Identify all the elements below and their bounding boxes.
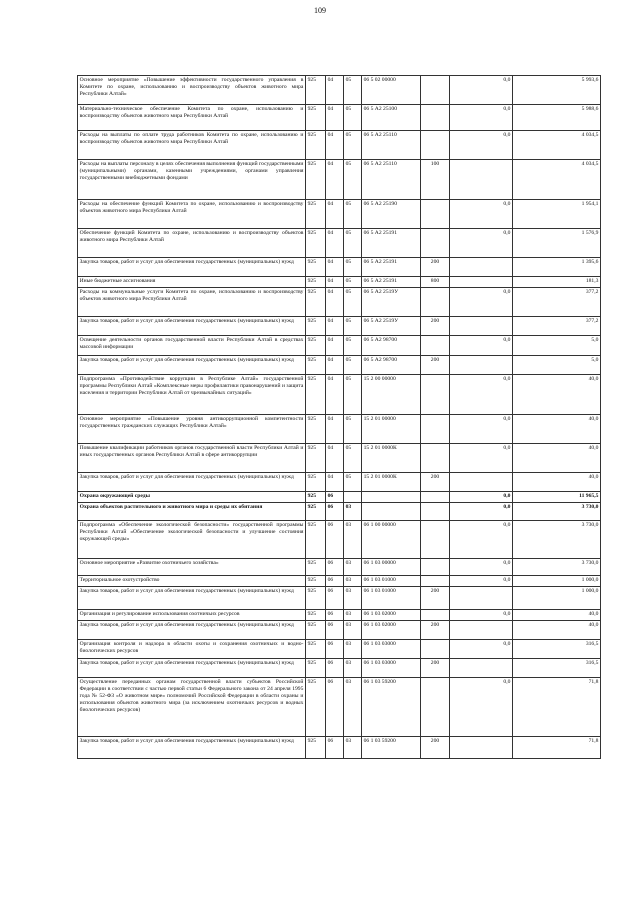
row-podrazdel: 03 <box>344 640 362 659</box>
row-amount-1 <box>450 621 513 640</box>
row-amount-2: 3 730,0 <box>513 559 601 576</box>
row-amount-1: 0,0 <box>450 131 513 160</box>
table-row <box>78 559 601 576</box>
row-podrazdel: 05 <box>344 131 362 160</box>
row-target-article <box>362 492 421 503</box>
row-podrazdel: 03 <box>344 678 362 737</box>
row-podrazdel: 05 <box>344 277 362 288</box>
row-amount-2: 40,0 <box>513 610 601 621</box>
row-name: Территориальное охотустройство <box>78 576 306 587</box>
row-razdel: 04 <box>326 415 344 444</box>
row-target-article: 06 5 А2 25110 <box>362 131 421 160</box>
row-podrazdel: 05 <box>344 473 362 492</box>
row-podrazdel: 05 <box>344 200 362 229</box>
row-target-article: 06 5 А2 25191 <box>362 258 421 277</box>
row-name: Охрана окружающей среды <box>78 492 306 503</box>
table-row <box>78 587 601 610</box>
row-amount-2: 1 576,9 <box>513 229 601 258</box>
row-grbs: 925 <box>306 288 326 317</box>
row-grbs: 925 <box>306 521 326 559</box>
row-expense-type: 200 <box>421 621 450 640</box>
table-row <box>78 105 601 131</box>
row-name: Закупка товаров, работ и услуг для обеспечения государственных (муниципальных) нужд <box>78 258 306 277</box>
row-expense-type <box>421 640 450 659</box>
row-razdel: 04 <box>326 473 344 492</box>
table-row <box>78 659 601 678</box>
row-expense-type <box>421 492 450 503</box>
row-target-article: 06 5 А2 25191 <box>362 277 421 288</box>
row-grbs: 925 <box>306 678 326 737</box>
row-podrazdel: 03 <box>344 621 362 640</box>
table-row <box>78 160 601 200</box>
row-grbs: 925 <box>306 576 326 587</box>
row-podrazdel: 05 <box>344 444 362 473</box>
row-amount-1 <box>450 277 513 288</box>
row-amount-1: 0,0 <box>450 444 513 473</box>
table-row <box>78 375 601 415</box>
row-grbs: 925 <box>306 131 326 160</box>
row-grbs: 925 <box>306 105 326 131</box>
row-name: Материально-техническое обеспечение Комитета по охране, использованию и воспроизводству объектов животного мира Республики Алтай <box>78 105 306 131</box>
row-amount-1 <box>450 473 513 492</box>
row-razdel: 04 <box>326 131 344 160</box>
row-expense-type: 200 <box>421 317 450 336</box>
table-row <box>78 317 601 336</box>
row-name: Расходы на выплаты по оплате труда работников Комитета по охране, использованию и воспроизводству объектов животного мира Республики Алтай <box>78 131 306 160</box>
row-amount-2: 11 965,5 <box>513 492 601 503</box>
row-podrazdel: 03 <box>344 610 362 621</box>
row-name: Расходы на выплаты персоналу в целях обеспечения выполнения функций государственными (муниципальными) органами, казенными учреждениями, органами управления государственными внебюджетными фондами <box>78 160 306 200</box>
row-podrazdel: 05 <box>344 258 362 277</box>
row-target-article: 06 1 03 00000 <box>362 559 421 576</box>
row-name: Обеспечение функций Комитета по охране, использованию и воспроизводству объектов животного мира Республики Алтай <box>78 229 306 258</box>
row-target-article: 06 5 А2 98700 <box>362 356 421 375</box>
row-grbs: 925 <box>306 444 326 473</box>
row-expense-type <box>421 521 450 559</box>
row-target-article: 15 2 00 00000 <box>362 375 421 415</box>
row-amount-2: 40,0 <box>513 444 601 473</box>
row-grbs: 925 <box>306 229 326 258</box>
row-razdel: 04 <box>326 317 344 336</box>
row-grbs: 925 <box>306 258 326 277</box>
row-grbs: 925 <box>306 160 326 200</box>
row-amount-1: 0,0 <box>450 610 513 621</box>
row-name: Иные бюджетные ассигнования <box>78 277 306 288</box>
table-row <box>78 277 601 288</box>
row-grbs: 925 <box>306 587 326 610</box>
row-expense-type <box>421 444 450 473</box>
table-row <box>78 336 601 356</box>
row-target-article: 06 5 А2 98700 <box>362 336 421 356</box>
row-amount-1: 0,0 <box>450 200 513 229</box>
row-amount-2: 181,3 <box>513 277 601 288</box>
budget-table <box>77 75 601 759</box>
row-expense-type: 200 <box>421 473 450 492</box>
row-target-article: 06 1 03 02000 <box>362 621 421 640</box>
row-target-article: 06 5 02 00000 <box>362 76 421 105</box>
row-amount-2: 316,5 <box>513 640 601 659</box>
row-amount-1: 0,0 <box>450 288 513 317</box>
row-amount-1: 0,0 <box>450 559 513 576</box>
table-row <box>78 229 601 258</box>
row-expense-type: 200 <box>421 587 450 610</box>
row-grbs: 925 <box>306 375 326 415</box>
row-amount-2: 5,0 <box>513 356 601 375</box>
table-row <box>78 503 601 521</box>
row-expense-type <box>421 336 450 356</box>
row-target-article: 15 2 01 0000К <box>362 473 421 492</box>
row-amount-2: 316,5 <box>513 659 601 678</box>
row-podrazdel: 05 <box>344 317 362 336</box>
row-expense-type <box>421 678 450 737</box>
row-razdel: 06 <box>326 610 344 621</box>
row-amount-2: 71,8 <box>513 737 601 759</box>
row-expense-type <box>421 229 450 258</box>
row-amount-1: 0,0 <box>450 415 513 444</box>
row-name: Повышение квалификации работников органов государственной власти Республики Алтай и иных государственных органов Республики Алтай в сфере антикоррупции <box>78 444 306 473</box>
row-grbs: 925 <box>306 659 326 678</box>
row-target-article <box>362 503 421 521</box>
row-razdel: 04 <box>326 258 344 277</box>
table-row <box>78 444 601 473</box>
row-amount-2: 1 954,1 <box>513 200 601 229</box>
row-podrazdel: 03 <box>344 576 362 587</box>
row-target-article: 06 5 А2 25110 <box>362 160 421 200</box>
row-podrazdel: 05 <box>344 160 362 200</box>
row-podrazdel: 05 <box>344 288 362 317</box>
row-razdel: 06 <box>326 559 344 576</box>
row-name: Закупка товаров, работ и услуг для обеспечения государственных (муниципальных) нужд <box>78 473 306 492</box>
row-razdel: 04 <box>326 160 344 200</box>
row-amount-2: 5 993,6 <box>513 76 601 105</box>
row-amount-2: 71,8 <box>513 678 601 737</box>
table-row <box>78 610 601 621</box>
row-podrazdel: 05 <box>344 375 362 415</box>
row-expense-type <box>421 105 450 131</box>
row-name: Подпрограмма «Противодействие коррупции в Республике Алтай» государственной программы Республики Алтай «Комплексные меры профилактики правонарушений и защита населения и территории Республики Алтай от чрезвычайных ситуаций» <box>78 375 306 415</box>
row-podrazdel: 03 <box>344 659 362 678</box>
table-row <box>78 640 601 659</box>
row-expense-type: 800 <box>421 277 450 288</box>
row-amount-1: 0,0 <box>450 76 513 105</box>
row-target-article: 06 5 А2 25191 <box>362 229 421 258</box>
row-podrazdel: 03 <box>344 521 362 559</box>
table-row <box>78 678 601 737</box>
row-expense-type <box>421 559 450 576</box>
row-target-article: 06 1 03 01000 <box>362 576 421 587</box>
row-name: Закупка товаров, работ и услуг для обеспечения государственных (муниципальных) нужд <box>78 317 306 336</box>
row-name: Закупка товаров, работ и услуг для обеспечения государственных (муниципальных) нужд <box>78 356 306 375</box>
row-razdel: 04 <box>326 288 344 317</box>
row-grbs: 925 <box>306 473 326 492</box>
row-podrazdel: 05 <box>344 229 362 258</box>
row-name: Подпрограмма «Обеспечение экологической безопасности» государственной программы Республики Алтай «Обеспечение экологической безопасности и улучшение состояния окружающей среды» <box>78 521 306 559</box>
row-razdel: 06 <box>326 678 344 737</box>
row-amount-2: 4 034,5 <box>513 160 601 200</box>
row-grbs: 925 <box>306 277 326 288</box>
row-expense-type <box>421 610 450 621</box>
row-podrazdel: 03 <box>344 559 362 576</box>
row-podrazdel: 05 <box>344 105 362 131</box>
row-razdel: 04 <box>326 375 344 415</box>
row-target-article: 06 1 03 03000 <box>362 640 421 659</box>
row-name: Организация и регулирование использования охотничьих ресурсов <box>78 610 306 621</box>
row-amount-1: 0,0 <box>450 336 513 356</box>
table-body <box>78 76 601 759</box>
row-expense-type <box>421 375 450 415</box>
row-amount-2: 40,0 <box>513 473 601 492</box>
row-amount-1 <box>450 258 513 277</box>
row-podrazdel: 03 <box>344 737 362 759</box>
page-number: 109 <box>314 6 326 15</box>
row-grbs: 925 <box>306 503 326 521</box>
table-row <box>78 415 601 444</box>
row-amount-2: 3 730,0 <box>513 503 601 521</box>
row-expense-type <box>421 415 450 444</box>
row-amount-2: 40,0 <box>513 375 601 415</box>
row-name: Основное мероприятие «Повышение уровня антикоррупционной компетентности государственных гражданских служащих Республики Алтай» <box>78 415 306 444</box>
row-target-article: 06 5 А2 2519У <box>362 288 421 317</box>
row-target-article: 06 1 03 02000 <box>362 610 421 621</box>
row-target-article: 06 1 03 59200 <box>362 737 421 759</box>
row-target-article: 06 1 00 00000 <box>362 521 421 559</box>
row-target-article: 06 5 А2 2519У <box>362 317 421 336</box>
table-row <box>78 356 601 375</box>
row-grbs: 925 <box>306 317 326 336</box>
row-razdel: 04 <box>326 336 344 356</box>
row-razdel: 04 <box>326 229 344 258</box>
row-target-article: 06 1 03 03000 <box>362 659 421 678</box>
row-amount-1: 0,0 <box>450 678 513 737</box>
row-razdel: 04 <box>326 356 344 375</box>
table-row <box>78 576 601 587</box>
row-name: Освещение деятельности органов государственной власти Республики Алтай в средствах массовой информации <box>78 336 306 356</box>
row-razdel: 04 <box>326 76 344 105</box>
row-expense-type: 200 <box>421 737 450 759</box>
row-name: Основное мероприятие «Развитие охотничьего хозяйства» <box>78 559 306 576</box>
row-amount-2: 1 395,6 <box>513 258 601 277</box>
row-amount-2: 377,2 <box>513 288 601 317</box>
row-podrazdel: 03 <box>344 587 362 610</box>
row-expense-type: 200 <box>421 659 450 678</box>
row-expense-type: 100 <box>421 160 450 200</box>
row-amount-2: 377,2 <box>513 317 601 336</box>
row-name: Закупка товаров, работ и услуг для обеспечения государственных (муниципальных) нужд <box>78 587 306 610</box>
row-amount-1: 0,0 <box>450 576 513 587</box>
row-name: Основное мероприятие «Повышение эффективности государственного управления в Комитете по охране, использованию и воспроизводству объектов животного мира Республики Алтай» <box>78 76 306 105</box>
row-expense-type <box>421 76 450 105</box>
row-grbs: 925 <box>306 356 326 375</box>
row-razdel: 06 <box>326 621 344 640</box>
row-name: Закупка товаров, работ и услуг для обеспечения государственных (муниципальных) нужд <box>78 659 306 678</box>
row-target-article: 06 5 А2 25100 <box>362 105 421 131</box>
table-row <box>78 737 601 759</box>
row-grbs: 925 <box>306 336 326 356</box>
row-podrazdel <box>344 492 362 503</box>
row-razdel: 04 <box>326 105 344 131</box>
row-amount-2: 5 988,6 <box>513 105 601 131</box>
row-amount-1 <box>450 356 513 375</box>
row-razdel: 06 <box>326 659 344 678</box>
row-amount-1: 0,0 <box>450 492 513 503</box>
row-grbs: 925 <box>306 559 326 576</box>
row-razdel: 06 <box>326 503 344 521</box>
row-amount-2: 1 000,0 <box>513 576 601 587</box>
table-row <box>78 288 601 317</box>
row-expense-type <box>421 200 450 229</box>
table-row <box>78 131 601 160</box>
row-podrazdel: 05 <box>344 415 362 444</box>
row-expense-type <box>421 288 450 317</box>
row-amount-1: 0,0 <box>450 521 513 559</box>
row-name: Охрана объектов растительного и животного мира и среды их обитания <box>78 503 306 521</box>
row-podrazdel: 05 <box>344 336 362 356</box>
row-target-article: 15 2 01 00000 <box>362 415 421 444</box>
row-target-article: 15 2 01 0000К <box>362 444 421 473</box>
table-row <box>78 258 601 277</box>
row-grbs: 925 <box>306 200 326 229</box>
row-amount-1: 0,0 <box>450 229 513 258</box>
row-amount-1 <box>450 737 513 759</box>
row-grbs: 925 <box>306 415 326 444</box>
row-expense-type <box>421 131 450 160</box>
row-amount-2: 40,0 <box>513 415 601 444</box>
row-amount-1: 0,0 <box>450 105 513 131</box>
row-razdel: 04 <box>326 200 344 229</box>
row-razdel: 06 <box>326 640 344 659</box>
row-expense-type <box>421 576 450 587</box>
row-amount-1: 0,0 <box>450 503 513 521</box>
row-razdel: 06 <box>326 521 344 559</box>
table-row <box>78 200 601 229</box>
row-name: Осуществление переданных органам государственной власти субъектов Российской Федерации в соответствии с частью первой статьи 6 Федерального закона от 24 апреля 1995 года № 52-ФЗ «О животном мире» полномочий Российской Федерации в области охраны и использования объектов животного мира (за исключением охотничьих ресурсов и водных биологических ресурсов) <box>78 678 306 737</box>
row-podrazdel: 03 <box>344 503 362 521</box>
row-amount-2: 4 034,5 <box>513 131 601 160</box>
row-amount-2: 5,0 <box>513 336 601 356</box>
table-row <box>78 621 601 640</box>
row-grbs: 925 <box>306 610 326 621</box>
row-amount-2: 40,0 <box>513 621 601 640</box>
row-amount-1 <box>450 587 513 610</box>
row-expense-type <box>421 503 450 521</box>
row-razdel: 06 <box>326 737 344 759</box>
row-grbs: 925 <box>306 737 326 759</box>
row-name: Расходы на обеспечение функций Комитета по охране, использованию и воспроизводству объектов животного мира Республики Алтай <box>78 200 306 229</box>
row-name: Расходы на коммунальные услуги Комитета по охране, использованию и воспроизводству объектов животного мира Республики Алтай <box>78 288 306 317</box>
row-razdel: 06 <box>326 587 344 610</box>
row-name: Закупка товаров, работ и услуг для обеспечения государственных (муниципальных) нужд <box>78 737 306 759</box>
row-expense-type: 200 <box>421 356 450 375</box>
row-grbs: 925 <box>306 640 326 659</box>
row-amount-1 <box>450 659 513 678</box>
row-amount-1 <box>450 317 513 336</box>
row-razdel: 06 <box>326 492 344 503</box>
row-razdel: 06 <box>326 576 344 587</box>
row-grbs: 925 <box>306 621 326 640</box>
table-row <box>78 76 601 105</box>
row-podrazdel: 05 <box>344 356 362 375</box>
table-row <box>78 473 601 492</box>
row-podrazdel: 05 <box>344 76 362 105</box>
row-razdel: 04 <box>326 277 344 288</box>
row-amount-2: 1 000,0 <box>513 587 601 610</box>
table-row <box>78 521 601 559</box>
row-amount-1: 0,0 <box>450 640 513 659</box>
row-grbs: 925 <box>306 492 326 503</box>
row-amount-1 <box>450 160 513 200</box>
row-amount-2: 3 730,0 <box>513 521 601 559</box>
row-amount-1: 0,0 <box>450 375 513 415</box>
row-grbs: 925 <box>306 76 326 105</box>
row-name: Закупка товаров, работ и услуг для обеспечения государственных (муниципальных) нужд <box>78 621 306 640</box>
row-expense-type: 200 <box>421 258 450 277</box>
row-target-article: 06 1 03 01000 <box>362 587 421 610</box>
row-name: Организация контроля и надзора в области охоты и сохранения охотничьих и водно-биологических ресурсов <box>78 640 306 659</box>
row-razdel: 04 <box>326 444 344 473</box>
table-row <box>78 492 601 503</box>
row-target-article: 06 1 03 59200 <box>362 678 421 737</box>
row-target-article: 06 5 А2 25190 <box>362 200 421 229</box>
